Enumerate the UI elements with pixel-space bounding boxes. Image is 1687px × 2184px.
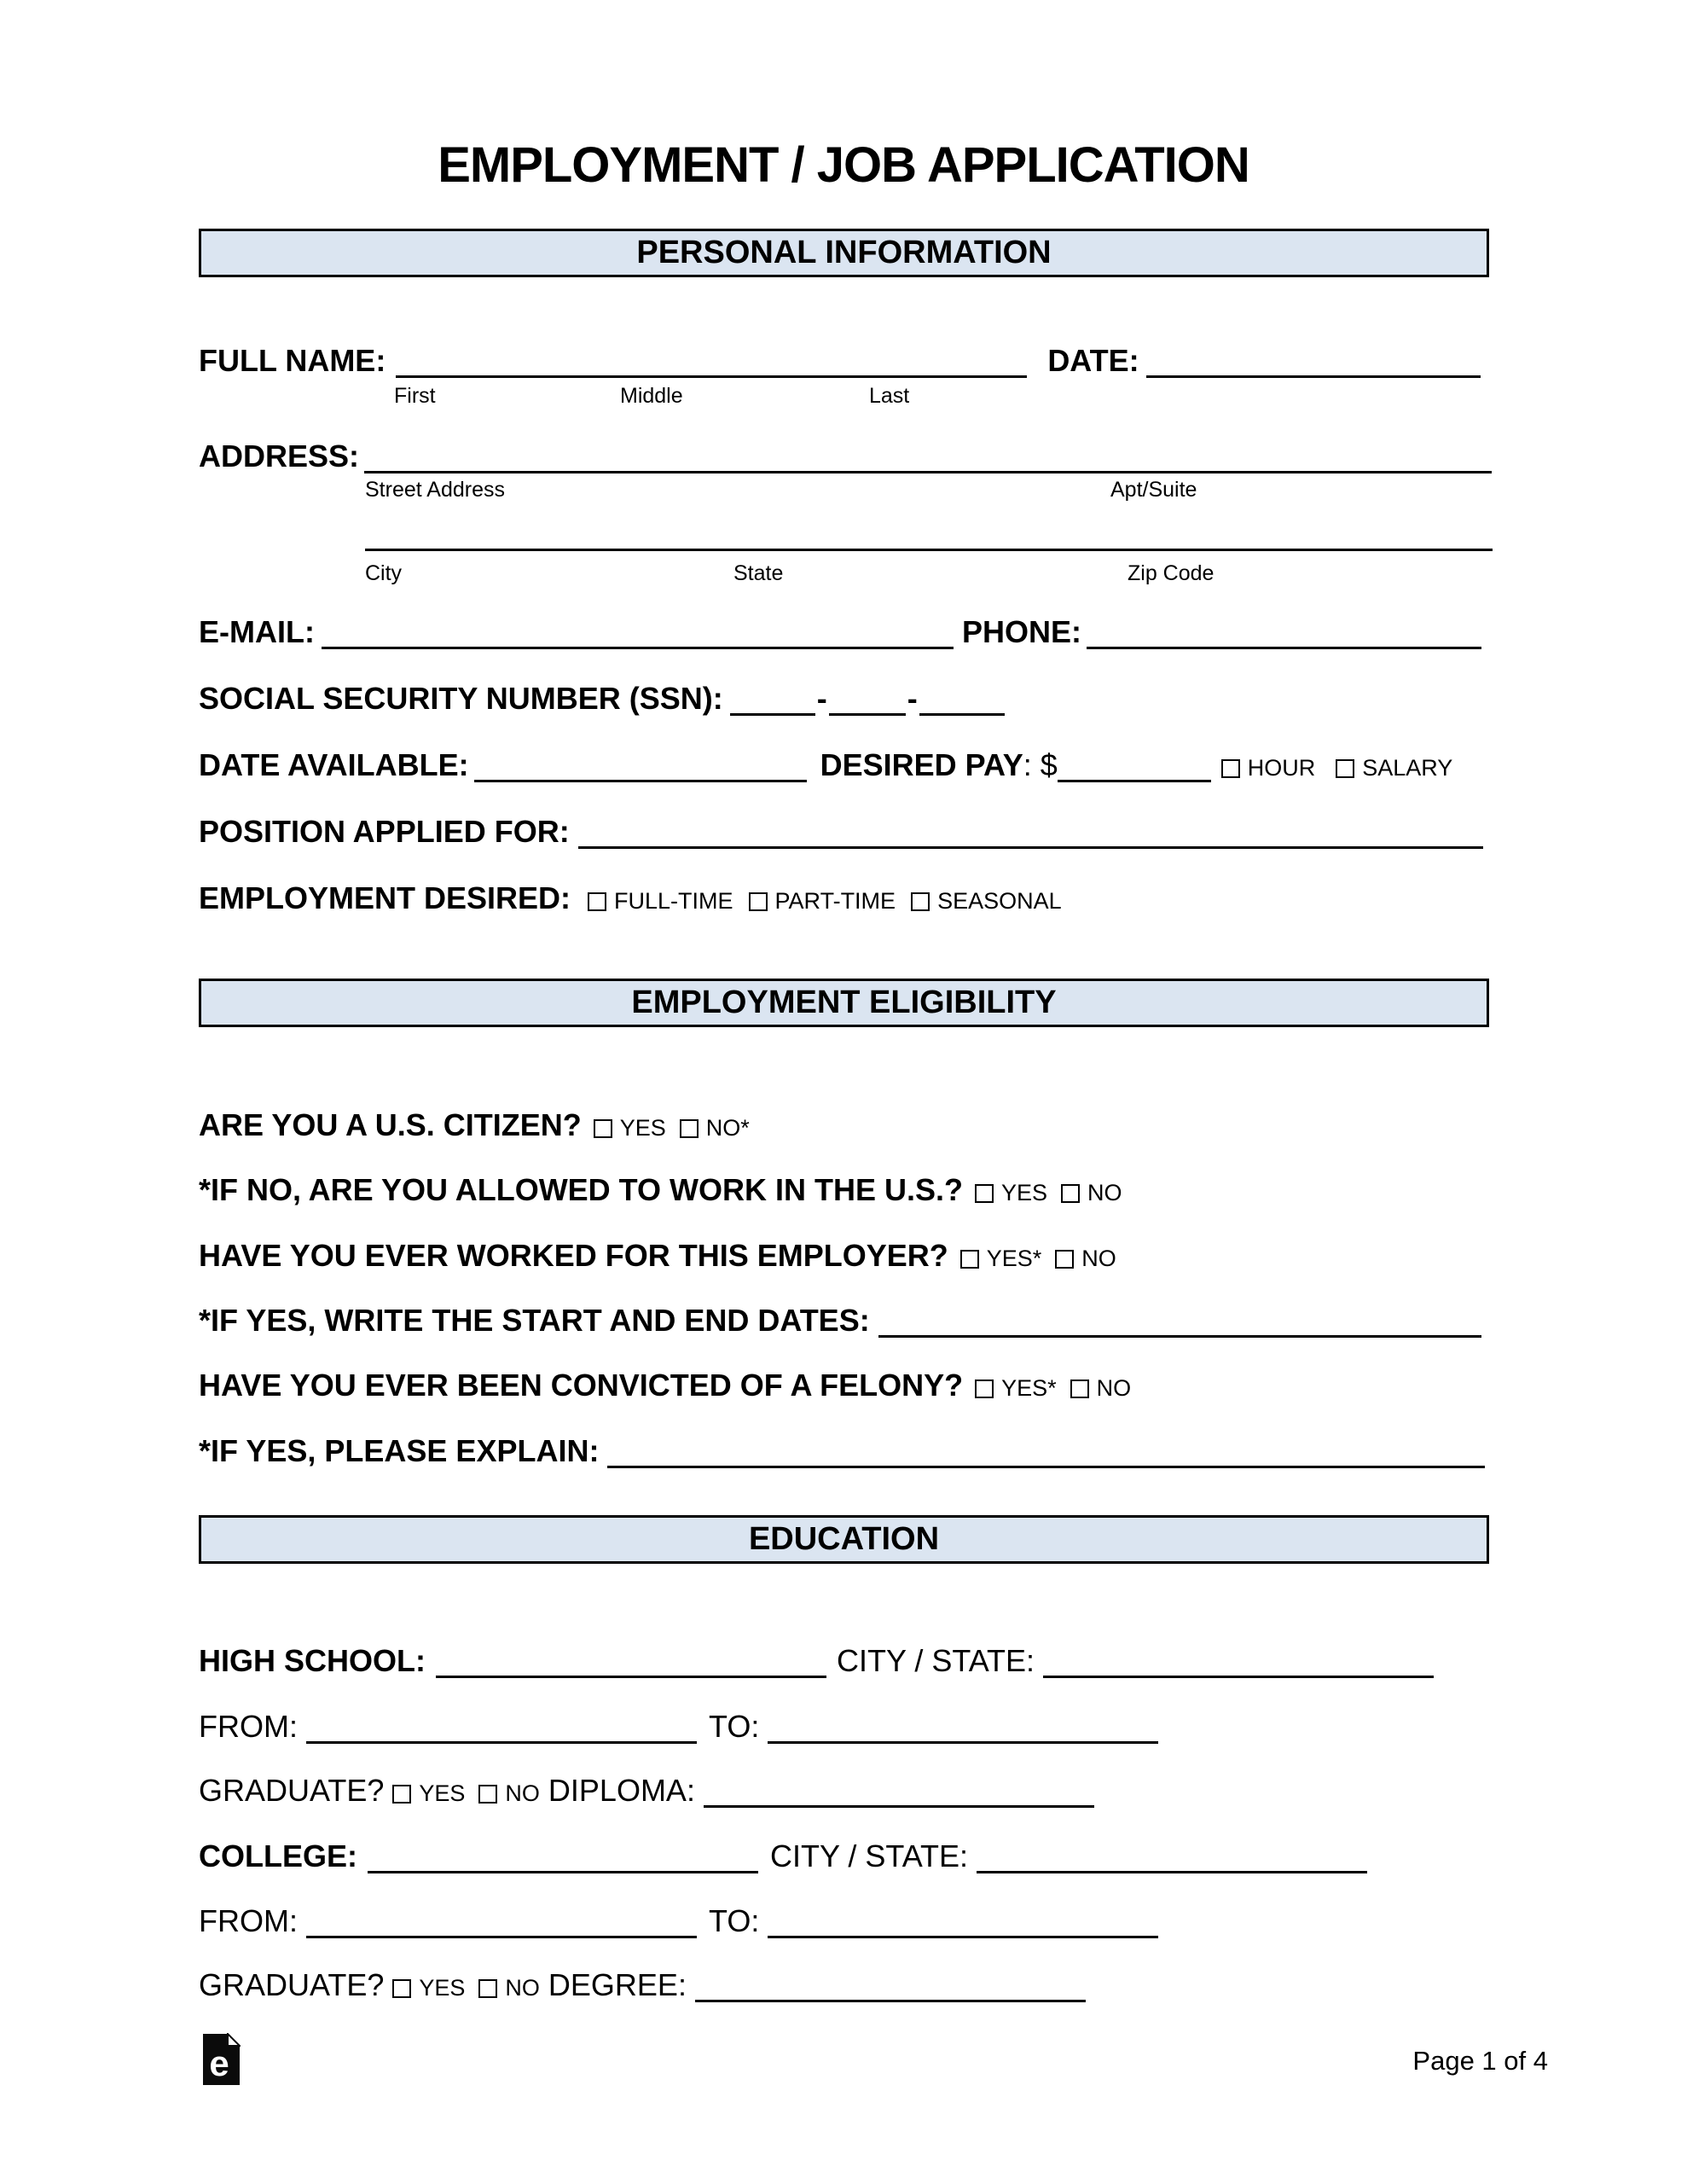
state-sublabel: State [733,561,784,585]
degree-line[interactable] [695,2000,1086,2002]
ssn-line-1[interactable] [730,713,815,716]
logo-folded-corner [228,2034,240,2046]
felony-question-label: HAVE YOU EVER BEEN CONVICTED OF A FELONY? [199,1368,964,1403]
seasonal-checkbox[interactable] [911,892,930,911]
salary-checkbox[interactable] [1336,759,1354,778]
college-dates-row [199,1903,1158,1938]
college-line[interactable] [368,1871,758,1873]
college-from-line[interactable] [306,1936,697,1938]
position-row [199,814,1483,849]
allowed-no-label: NO [1087,1180,1122,1205]
full-time-checkbox-label: FULL-TIME [614,888,733,914]
form-title: EMPLOYMENT / JOB APPLICATION [438,137,1249,193]
street-address-line[interactable] [364,471,1492,473]
phone-label: PHONE: [961,614,1081,649]
high-school-graduate-no-label: NO [505,1780,540,1806]
desired-pay-prefix: : $ [1023,747,1058,782]
felony-explain-row [199,1433,1485,1468]
college-graduate-yes-checkbox[interactable] [392,1979,411,1998]
allowed-yes-checkbox[interactable] [975,1184,994,1203]
allowed-to-work-question-row [199,1172,1122,1207]
citizen-yes-label: YES [619,1115,666,1141]
email-line[interactable] [322,647,954,649]
college-graduate-label: GRADUATE? [199,1967,385,2002]
college-to-label: TO: [708,1903,760,1938]
desired-pay-label: DESIRED PAY [820,747,1023,782]
worked-no-label: NO [1081,1246,1116,1271]
date-line[interactable] [1146,375,1481,378]
full-name-line[interactable] [396,375,1027,378]
high-school-city-state-label: CITY / STATE: [837,1643,1035,1678]
address-label: ADDRESS: [199,439,360,473]
hour-checkbox-label: HOUR [1247,755,1316,781]
apt-suite-sublabel: Apt/Suite [1110,478,1197,502]
section-header-education-label: EDUCATION [748,1521,940,1557]
high-school-graduate-label: GRADUATE? [199,1773,385,1808]
felony-explain-line[interactable] [607,1466,1485,1468]
high-school-to-label: TO: [708,1709,760,1744]
full-name-label: FULL NAME: [199,343,386,378]
high-school-dates-row [199,1709,1158,1744]
high-school-graduate-no-checkbox[interactable] [478,1785,497,1804]
start-end-dates-line[interactable] [878,1335,1481,1338]
degree-label: DEGREE: [548,1967,687,2002]
high-school-line[interactable] [436,1676,826,1678]
citizen-yes-checkbox[interactable] [594,1119,612,1138]
high-school-city-state-line[interactable] [1043,1676,1434,1678]
city-state-zip-line[interactable] [365,549,1493,551]
citizen-no-label: NO* [705,1115,750,1141]
hour-checkbox[interactable] [1221,759,1240,778]
college-row [199,1838,1367,1873]
college-graduate-no-checkbox[interactable] [478,1979,497,1998]
phone-line[interactable] [1087,647,1481,649]
name-sublabels-row [199,384,1489,411]
street-address-sublabel: Street Address [365,478,505,502]
employment-desired-row [199,880,1062,915]
address-sublabels-row-2 [199,561,1489,589]
address-row [199,439,1492,473]
ssn-line-3[interactable] [919,713,1005,716]
felony-no-checkbox[interactable] [1070,1380,1089,1398]
position-applied-for-line[interactable] [578,846,1483,849]
high-school-to-line[interactable] [768,1741,1158,1744]
allowed-no-checkbox[interactable] [1061,1184,1080,1203]
email-label: E-MAIL: [199,614,315,649]
felony-yes-label: YES* [1001,1375,1057,1401]
ssn-label: SOCIAL SECURITY NUMBER (SSN): [199,681,723,716]
college-city-state-line[interactable] [977,1871,1367,1873]
first-name-sublabel: First [394,384,436,408]
high-school-graduate-yes-label: YES [419,1780,466,1806]
address-sublabels-row-1 [199,478,1489,505]
logo-letter: e [209,2043,229,2083]
date-available-pay-row [199,747,1452,782]
start-end-dates-label: *IF YES, WRITE THE START AND END DATES: [199,1303,870,1338]
college-graduate-no-label: NO [505,1975,540,2001]
email-phone-row [199,614,1481,649]
college-city-state-label: CITY / STATE: [770,1838,969,1873]
citizen-no-checkbox[interactable] [680,1119,699,1138]
section-header-employment-eligibility [199,979,1489,1027]
felony-question-row [199,1368,1131,1403]
middle-name-sublabel: Middle [620,384,683,408]
date-available-line[interactable] [474,780,807,782]
page-number: Page 1 of 4 [1412,2046,1548,2076]
full-time-checkbox[interactable] [588,892,606,911]
allowed-to-work-question-label: *IF NO, ARE YOU ALLOWED TO WORK IN THE U.S.? [199,1172,964,1207]
college-label: COLLEGE: [199,1838,357,1873]
felony-yes-checkbox[interactable] [975,1380,994,1398]
high-school-graduate-yes-checkbox[interactable] [392,1785,411,1804]
eforms-document-logo-icon [202,2033,241,2086]
date-available-label: DATE AVAILABLE: [199,747,469,782]
high-school-row [199,1643,1434,1678]
high-school-from-line[interactable] [306,1741,697,1744]
salary-checkbox-label: SALARY [1362,755,1453,781]
section-header-personal-information-label: PERSONAL INFORMATION [636,235,1052,270]
part-time-checkbox[interactable] [749,892,768,911]
section-header-education [199,1515,1489,1564]
last-name-sublabel: Last [869,384,910,408]
worked-no-checkbox[interactable] [1055,1250,1074,1269]
employment-desired-label: EMPLOYMENT DESIRED: [199,880,571,915]
zip-code-sublabel: Zip Code [1128,561,1215,585]
start-end-dates-row [199,1303,1481,1338]
desired-pay-line[interactable] [1058,780,1211,782]
city-sublabel: City [365,561,403,585]
part-time-checkbox-label: PART-TIME [774,888,896,914]
section-header-employment-eligibility-label: EMPLOYMENT ELIGIBILITY [631,985,1057,1020]
high-school-label: HIGH SCHOOL: [199,1643,426,1678]
college-graduate-yes-label: YES [419,1975,466,2001]
full-name-row [199,343,1481,378]
ssn-row [199,681,1005,716]
worked-before-question-row [199,1238,1116,1273]
college-to-line[interactable] [768,1936,1158,1938]
section-header-personal-information [199,229,1489,277]
worked-yes-checkbox[interactable] [960,1250,979,1269]
ssn-separator-2: - [907,681,918,716]
worked-before-question-label: HAVE YOU EVER WORKED FOR THIS EMPLOYER? [199,1238,948,1273]
diploma-label: DIPLOMA: [548,1773,695,1808]
worked-yes-label: YES* [986,1246,1042,1271]
date-label: DATE: [1047,343,1139,378]
college-graduate-row [199,1967,1086,2002]
allowed-yes-label: YES [1001,1180,1048,1205]
high-school-graduate-row [199,1773,1094,1808]
high-school-from-label: FROM: [199,1709,298,1744]
felony-explain-label: *IF YES, PLEASE EXPLAIN: [199,1433,600,1468]
seasonal-checkbox-label: SEASONAL [937,888,1062,914]
citizen-question-label: ARE YOU A U.S. CITIZEN? [199,1107,582,1142]
ssn-separator-1: - [816,681,827,716]
college-from-label: FROM: [199,1903,298,1938]
diploma-line[interactable] [704,1805,1094,1808]
position-applied-for-label: POSITION APPLIED FOR: [199,814,570,849]
citizen-question-row [199,1107,750,1142]
ssn-line-2[interactable] [829,713,906,716]
felony-no-label: NO [1096,1375,1132,1401]
